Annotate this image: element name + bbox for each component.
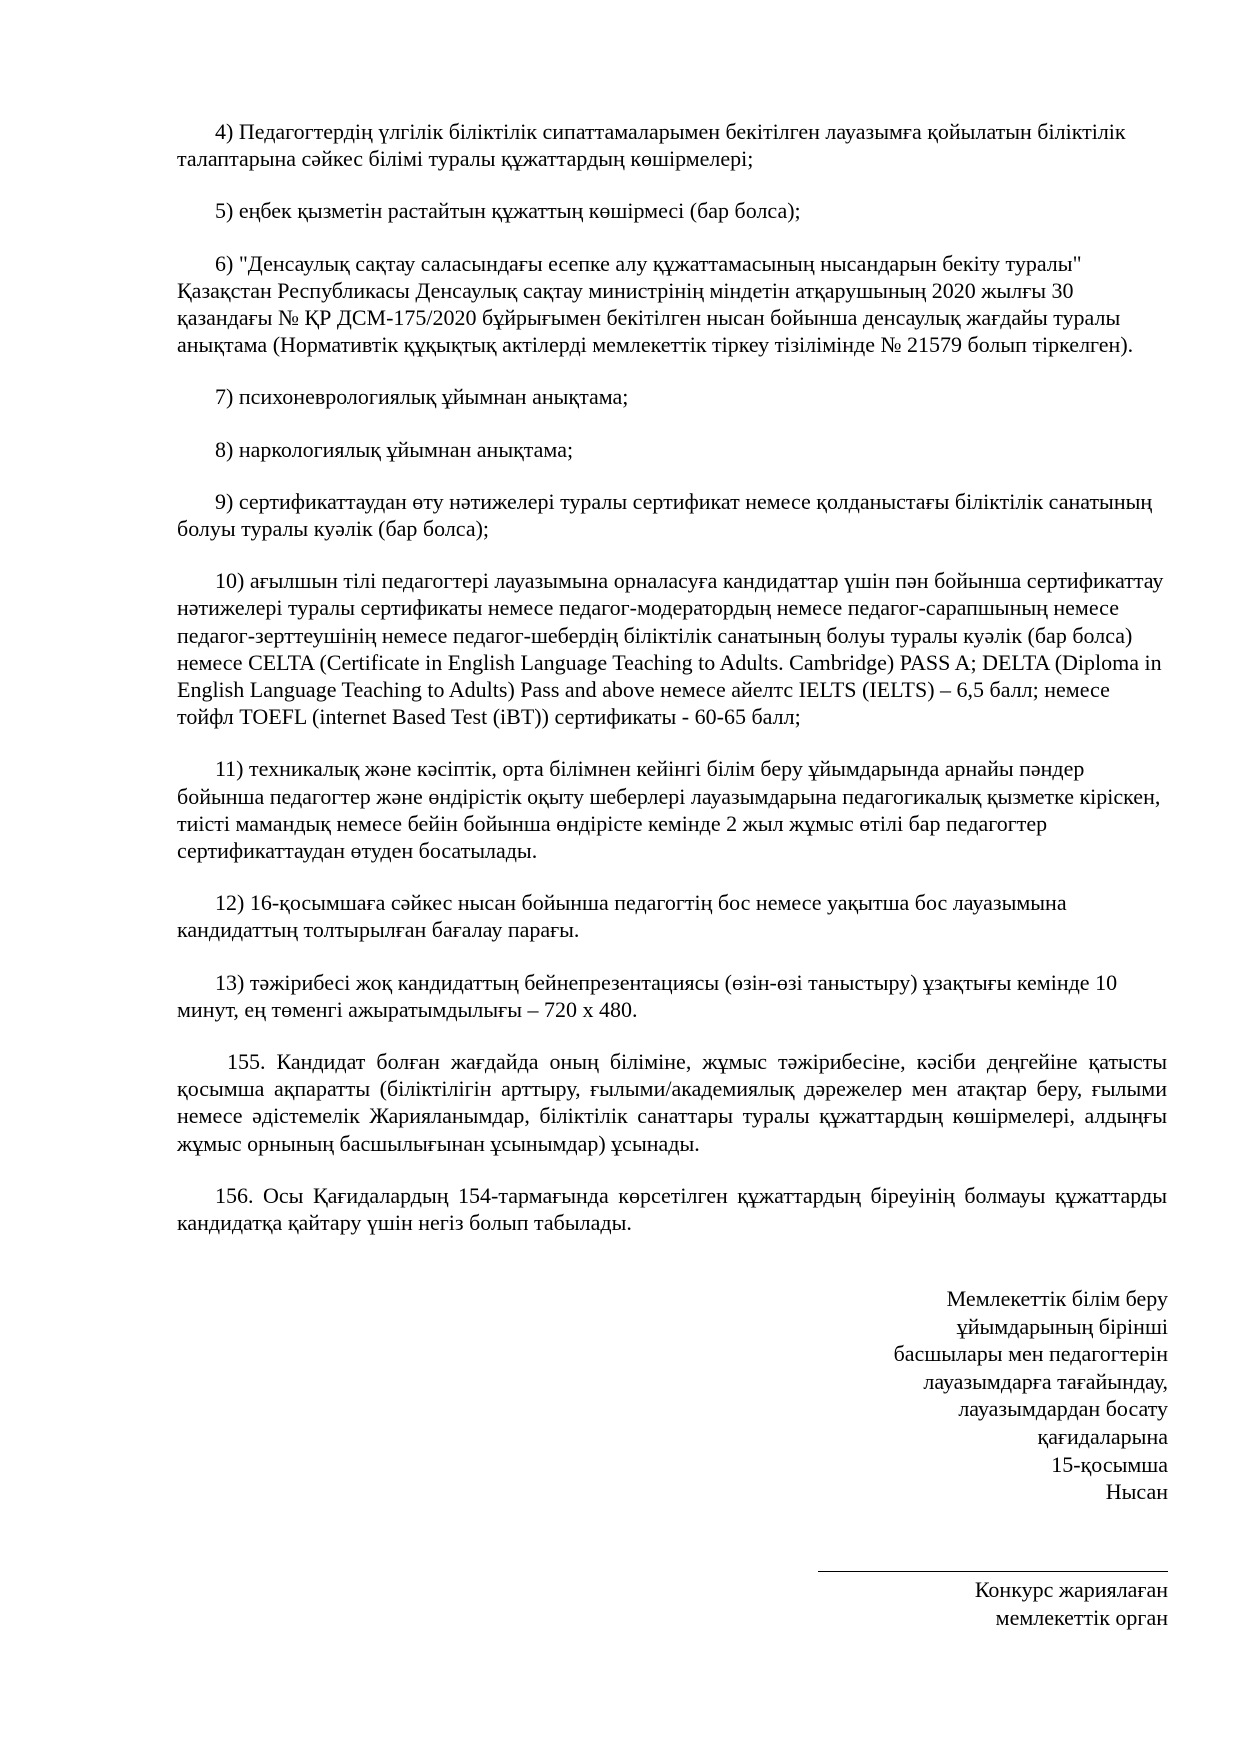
list-item-9: 9) сертификаттаудан өту нәтижелері туралы сертификат немесе қолданыстағы біліктілік санатының болуы туралы куәлік (бар болса); [177,488,1153,542]
appendix-number: 15-қосымша [1051,1451,1168,1477]
appendix-header-line: ұйымдарының бірінші [956,1313,1168,1339]
appendix-header-line: лауазымдарға тағайындау, [923,1368,1168,1394]
list-item-13: 13) тәжірибесі жоқ кандидаттың бейнепрезентациясы (өзін-өзі таныстыру) ұзақтығы кемінде 10 минут, ең төменгі ажыратымдылығы – 720 x 480. [177,969,1118,1022]
list-item-6: 6) "Денсаулық сақтау саласындағы есепке алу құжаттамасының нысандарын бекіту туралы" Қазақстан Республикасы Денсаулық сақтау министрінің міндетін атқарушының 2020 жылғы 30 қазандағы № ҚР ДСМ-175/2020 бұйрығымен бекітілген нысан бойынша денсаулық жағдайы туралы анықтама (Нормативтік құқықтық актілерді мемлекеттік тіркеу тізілімінде № 21579 болып тіркелген). [177,250,1134,358]
appendix-header-line: басшылары мен педагогтерін [893,1341,1168,1367]
list-item-7: 7) психоневрологиялық ұйымнан анықтама; [215,384,629,410]
appendix-header-line: қағидаларына [1037,1423,1168,1449]
signature-caption: Конкурс жариялаған [974,1577,1168,1602]
signature-block [700,1576,1168,1631]
clause-155: 155. Кандидат болған жағдайда оның біліміне, жұмыс тәжірибесіне, кәсіби деңгейіне қатысты қосымша ақпаратты (біліктілігін арттыру, ғылыми/академиялық дәрежелер мен атақтар беру, ғылыми немесе әдістемелік Жарияланымдар, біліктілік санаттары туралы құжаттардың көшірмелері, алдыңғы жұмыс орнының басшылығынан ұсынымдар) ұсынады. [177,1049,1167,1156]
list-item-12: 12) 16-қосымшаға сәйкес нысан бойынша педагогтің бос немесе уақытша бос лауазымына кандидаттың толтырылған бағалау парағы. [177,890,1067,943]
document-body [177,118,1167,1261]
list-item-10: 10) ағылшын тілі педагогтері лауазымына орналасуға кандидаттар үшін пән бойынша сертификаттау нәтижелері туралы сертификаты немесе педагог-модератордың немесе педагог-сарапшының немесе педагог-зерттеушінің немесе педагог-шебердің біліктілік санатының болуы туралы куәлік (бар болса) немесе CELTA (Certificate in English Language Teaching to Adults. Cambridge) PASS A; DELTA (Diploma in English Language Teaching to Adults) Pass and above немесе айелтс IELTS (IELTS) – 6,5 балл; немесе тойфл TOEFL (internet Based Test (iBT)) сертификаты - 60-65 балл; [177,568,1164,730]
appendix-header-line: Мемлекеттік білім беру [946,1286,1168,1311]
form-label: Нысан [1105,1479,1168,1505]
appendix-header [700,1285,1168,1506]
list-item-8: 8) наркологиялық ұйымнан анықтама; [215,436,574,462]
list-item-5: 5) еңбек қызметін растайтын құжаттың көшірмесі (бар болса); [215,198,801,224]
list-item-11: 11) техникалық және кәсіптік, орта білімнен кейінгі білім беру ұйымдарында арнайы пәндер бойынша педагогтер және өндірістік оқыту шеберлері лауазымдарына педагогикалық қызметке кіріскен, тиісті мамандық немесе бейін бойынша өндірісте кемінде 2 жыл жұмыс өтілі бар педагогтер сертификаттаудан өтуден босатылады. [177,756,1161,864]
signature-caption: мемлекеттік орган [995,1604,1168,1630]
signature-line [818,1571,1168,1572]
appendix-header-line: лауазымдардан босату [958,1396,1168,1422]
clause-156: 156. Осы Қағидалардың 154-тармағында көрсетілген құжаттардың біреуінің болмауы құжаттарды кандидатқа қайтару үшін негіз болып табылады. [177,1182,1167,1236]
list-item-4: 4) Педагогтердің үлгілік біліктілік сипаттамаларымен бекітілген лауазымға қойылатын біліктілік талаптарына сәйкес білімі туралы құжаттардың көшірмелері; [177,119,1126,172]
